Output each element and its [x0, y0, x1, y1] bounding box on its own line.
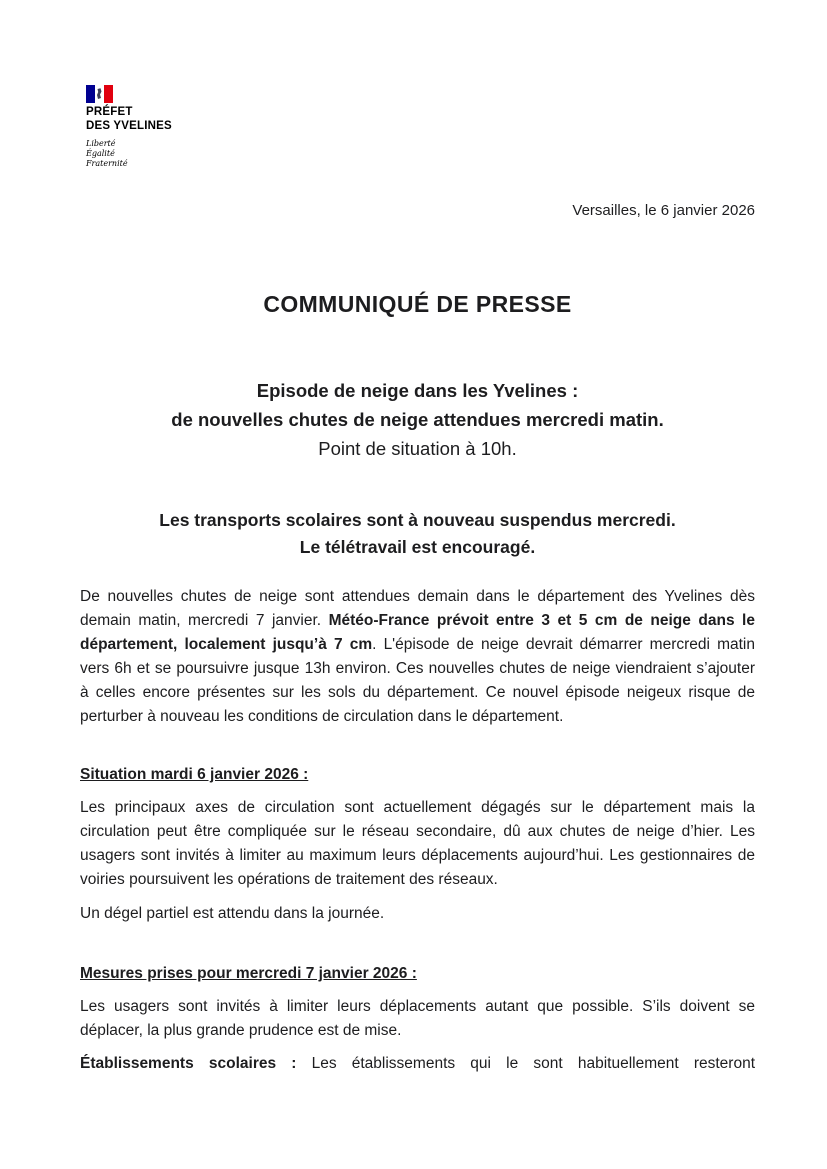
logo-motto	[86, 139, 755, 170]
logo-motto-line1: Liberté	[86, 138, 116, 148]
french-flag-icon	[86, 85, 755, 103]
intro-paragraph	[80, 585, 755, 729]
subject-line-3: Point de situation à 10h.	[318, 437, 517, 459]
alert-line-2: Le télétravail est encouragé.	[299, 536, 536, 557]
logo-institution-line1: PRÉFET	[86, 106, 133, 118]
logo-motto-line2: Égalité	[86, 148, 115, 158]
logo-institution-line2: DES YVELINES	[86, 119, 172, 132]
mesures-seg-bold: Établissements scolaires :	[80, 1055, 312, 1073]
mesures-paragraph-2	[80, 1052, 755, 1076]
section-heading-situation: Situation mardi 6 janvier 2026 :	[80, 766, 309, 784]
alert-heading	[80, 507, 755, 561]
government-logo	[86, 85, 755, 170]
subject-line-2: de nouvelles chutes de neige attendues mercredi matin.	[171, 408, 664, 430]
alert-line-1: Les transports scolaires sont à nouveau suspendus mercredi.	[159, 509, 676, 530]
subject-heading	[80, 376, 755, 463]
dateline: Versailles, le 6 janvier 2026	[572, 201, 755, 219]
situation-paragraph-2: Un dégel partiel est attendu dans la journée.	[80, 905, 385, 923]
mesures-paragraph-1: Les usagers sont invités à limiter leurs déplacements autant que possible. S’ils doivent se déplacer, la plus grande prudence est de mise.	[80, 998, 755, 1040]
logo-institution	[86, 106, 755, 134]
mesures-seg-normal: Les établissements qui le sont habituellement resteront	[311, 1055, 755, 1073]
body-text	[80, 585, 755, 1076]
document-title: COMMUNIQUÉ DE PRESSE	[263, 290, 572, 317]
situation-paragraph-1: Les principaux axes de circulation sont actuellement dégagés sur le département mais la circulation peut être compliquée sur le réseau secondaire, dû aux chutes de neige d’hier. Les usagers sont invités à limiter au maximum leurs déplacements aujourd’hui. Les gestionnaires de voiries poursuivent les opérations de traitement des réseaux.	[80, 799, 755, 889]
intro-seg-normal-1: De nouvelles chutes de neige sont attendues demain dans le département des Yvelines dès demain matin, mercredi 7 janvier.	[80, 588, 755, 630]
subject-line-1: Episode de neige dans les Yvelines :	[256, 379, 579, 401]
logo-motto-line3: Fraternité	[86, 159, 128, 169]
intro-seg-normal-2: . L'épisode de neige devrait démarrer mercredi matin vers 6h et se poursuivre jusque 13h environ. Ces nouvelles chutes de neige viendraient s’ajouter à celles encore présentes sur les sols du département. Ce nouvel épisode neigeux risque de perturber à nouveau les conditions de circulation dans le département.	[80, 636, 755, 726]
intro-seg-bold: Météo-France prévoit entre 3 et 5 cm de neige dans le département, localement jusqu’à 7 cm	[80, 612, 755, 654]
section-heading-mesures: Mesures prises pour mercredi 7 janvier 2026 :	[80, 965, 417, 983]
